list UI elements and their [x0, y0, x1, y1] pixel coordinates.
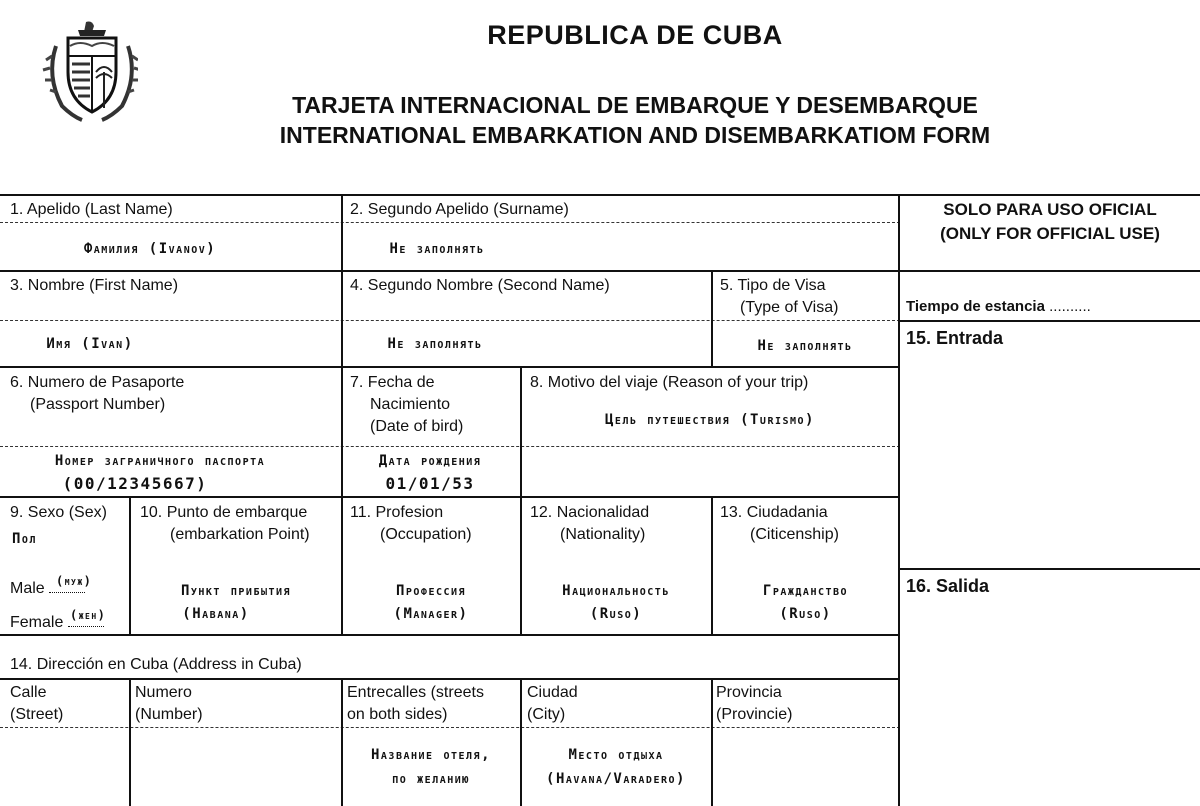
official-use-subtitle: (ONLY FOR OFFICIAL USE): [940, 224, 1160, 243]
birth-date-label-en: (Date of bird): [370, 418, 464, 435]
stay-field: [906, 298, 1091, 315]
embark-point-label: 10. Punto de embarque: [140, 504, 308, 521]
nationality-label-en: (Nationality): [560, 526, 646, 543]
visa-type-value[interactable]: Не заполнять: [757, 338, 853, 354]
passport-value[interactable]: (00/12345667): [62, 474, 208, 493]
stay-label: Tiempo de estancia: [906, 298, 1045, 315]
first-name-value[interactable]: Имя (Ivan): [46, 336, 134, 352]
visa-type-label-en: (Type of Visa): [740, 299, 839, 316]
page-title: REPUBLICA DE CUBA: [487, 20, 783, 50]
form-title-es: TARJETA INTERNACIONAL DE EMBARQUE Y DESEMBARQUE: [292, 92, 978, 118]
trip-reason-value[interactable]: Цель путешествия (Turismo): [605, 412, 815, 428]
cross-streets-value[interactable]: по желанию: [392, 771, 470, 787]
number-label-en: (Number): [135, 706, 203, 723]
citizenship-value[interactable]: (Ruso): [779, 606, 832, 622]
occupation-label: 11. Profesion: [350, 504, 444, 521]
second-name-value[interactable]: Не заполнять: [387, 336, 483, 352]
nationality-value-label: Национальность: [562, 583, 670, 599]
surname-label: 2. Segundo Apelido (Surname): [350, 201, 569, 218]
last-name-label: 1. Apelido (Last Name): [10, 201, 173, 218]
first-name-label: 3. Nombre (First Name): [10, 277, 179, 294]
form-title-en: INTERNATIONAL EMBARKATION AND DISEMBARKATIOM FORM: [279, 122, 991, 148]
province-label: Provincia: [716, 684, 782, 701]
exit-label: 16. Salida: [906, 576, 990, 596]
address-label: 14. Dirección en Cuba (Address in Cuba): [10, 656, 302, 673]
citizenship-label: 13. Ciudadania: [720, 504, 828, 521]
visa-type-label: 5. Tipo de Visa: [720, 277, 826, 294]
male-label: Male: [10, 580, 45, 597]
citizenship-label-en: (Citicenship): [750, 526, 839, 543]
sex-female-option[interactable]: [10, 608, 107, 634]
surname-value[interactable]: Не заполнять: [389, 241, 485, 257]
passport-label-en: (Passport Number): [30, 396, 166, 413]
city-label: Ciudad: [527, 684, 578, 701]
street-label: Calle: [10, 684, 47, 701]
passport-value-label: Номер заграничного паспорта: [54, 453, 266, 469]
city-label-en: (City): [527, 706, 566, 723]
sex-value: Пол: [12, 531, 37, 547]
embark-point-value[interactable]: (Habana): [182, 606, 250, 622]
entry-label: 15. Entrada: [906, 328, 1004, 348]
stay-dots: ..........: [1049, 298, 1091, 315]
birth-date-value[interactable]: 01/01/53: [385, 474, 475, 493]
province-label-en: (Provincie): [716, 706, 793, 723]
birth-date-label-2: Nacimiento: [370, 396, 451, 413]
sex-label: 9. Sexo (Sex): [10, 504, 107, 521]
street-label-en: (Street): [10, 706, 64, 723]
trip-reason-label: 8. Motivo del viaje (Reason of your trip): [530, 374, 809, 391]
passport-label: 6. Numero de Pasaporte: [10, 374, 185, 391]
birth-date-label: 7. Fecha de: [350, 374, 435, 391]
embark-point-label-en: (embarkation Point): [170, 526, 310, 543]
number-label: Numero: [135, 684, 192, 701]
citizenship-value-label: Гражданство: [762, 583, 849, 599]
occupation-value[interactable]: (Manager): [393, 606, 469, 622]
cross-streets-label: Entrecalles (streets: [347, 684, 484, 701]
nationality-label: 12. Nacionalidad: [530, 504, 650, 521]
occupation-value-label: Профессия: [395, 583, 467, 599]
sex-male-option[interactable]: [10, 574, 93, 600]
female-label: Female: [10, 614, 64, 631]
male-value: (муж): [56, 574, 93, 588]
last-name-value[interactable]: Фамилия (Ivanov): [83, 241, 217, 257]
occupation-label-en: (Occupation): [380, 526, 472, 543]
nationality-value[interactable]: (Ruso): [589, 606, 643, 622]
cross-streets-value-label: Название отеля,: [370, 747, 492, 763]
female-value: (жен): [70, 608, 107, 622]
second-name-label: 4. Segundo Nombre (Second Name): [350, 277, 610, 294]
embark-point-value-label: Пункт прибытия: [180, 583, 292, 599]
official-use-title: SOLO PARA USO OFICIAL: [943, 200, 1157, 219]
cross-streets-label-en: on both sides): [347, 706, 448, 723]
birth-date-value-label: Дата рождения: [378, 453, 482, 469]
city-value-label: Место отдыха: [568, 747, 664, 763]
city-value[interactable]: (Havana/Varadero): [546, 771, 686, 787]
